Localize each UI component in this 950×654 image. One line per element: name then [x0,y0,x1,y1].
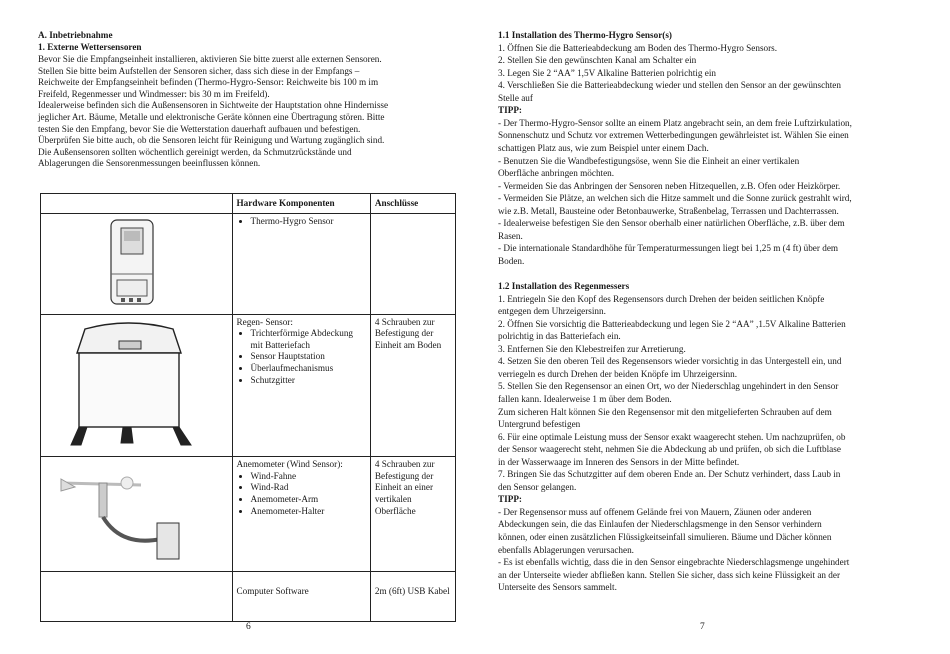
text-line: 1. Öffnen Sie die Batterieabdeckung am Boden des Thermo-Hygro Sensors. [498,42,778,53]
text-line: 4. Verschließen Sie die Batterieabdeckung wieder und stellen den Sensor an der gewünschten [498,80,841,91]
component-item: • Überlaufmechanismus [251,363,366,375]
section-heading-a: A. Inbetriebnahme [38,30,113,40]
text-line: - Der Regensensor muss auf offenem Gelände frei von Mauern, Zäunen oder anderen [498,506,812,517]
component-item: • Thermo-Hygro Sensor [251,216,366,228]
paragraph-line: Ablagerungen die Sensorenmessungen beeinflussen können. [38,158,261,169]
text-line: 2. Öffnen Sie vorsichtig die Batterieabdeckung und legen Sie 2 “AA” ,1.5V Alkaline Batterien [498,318,846,329]
text-line: verriegeln es durch Drehen der beiden Knöpfe im Uhrzeigersinn. [498,368,738,379]
software-title: Computer Software [232,571,370,621]
text-line: entgegen dem Uhrzeigersinn. [498,306,606,317]
rain-sensor-components [232,314,370,457]
text-line: fallen kann. Idealerweise 1 m über dem Boden. [498,393,672,404]
thermo-sensor-connections [370,214,455,315]
table-row [41,571,456,621]
text-line: wie z.B. Metall, Bausteine oder Betonbauwerke, Straßenbelag, Terrassen und Dachterrassen. [498,205,839,216]
text-line: 3. Entfernen Sie den Klebestreifen zur Arretierung. [498,343,686,354]
table-header-row [41,194,456,214]
text-line: - Die internationale Standardhöhe für Temperaturmessungen liegt bei 1,25 m (4 ft) über dem [498,243,839,254]
anemometer-title: Anemometer (Wind Sensor): [236,459,343,470]
table-row [41,214,456,315]
text-line: 2. Stellen Sie den gewünschten Kanal am Schalter ein [498,55,697,66]
right-page [476,0,950,654]
text-line: Abdeckungen sein, die das Einlaufen der Niederschlagsmenge in den Sensor verhindern [498,519,822,530]
section-heading: 1.1 Installation des Thermo-Hygro Sensor(s) [498,30,672,40]
text-line: - Benutzen Sie die Wandbefestigungsöse, wenn Sie die Einheit an einer vertikalen [498,155,800,166]
paragraph-line: jeglicher Art. Bäume, Metalle und elektronische Geräte können eine Übertragung stören. Bitte [38,112,385,122]
anemometer-connections: 4 Schrauben zur Befestigung der Einheit an einer vertikalen Oberfläche [370,457,455,572]
text-line: den Sensor gelangen. [498,481,577,492]
text-line: Boden. [498,255,525,266]
table-header-connections: Anschlüsse [370,194,455,214]
component-item: • Wind-Rad [251,482,366,494]
text-line: - Vermeiden Sie das Anbringen der Sensoren neben Hitzequellen, z.B. Ofen oder Heizkörper. [498,180,841,191]
paragraph-line: Die Außensensoren sollten wöchentlich gereinigt werden, da Schmutzrückstände und [38,146,352,157]
text-line: 1. Entriegeln Sie den Kopf des Regensensors durch Drehen der beiden seitlichen Knöpfe [498,293,825,304]
thermo-hygro-sensor-image [41,214,221,310]
section-heading-1: 1. Externe Wettersensoren [38,42,142,52]
text-line: Rasen. [498,230,523,241]
text-line: Zum sicheren Halt können Sie den Regensensor mit den mitgelieferten Schrauben auf dem [498,406,832,417]
paragraph-line: Stellen Sie bitte beim Aufstellen der Sensoren sicher, dass sich diese in der Empfangs – [38,65,360,76]
paragraph-line: Idealerweise befinden sich die Außensensoren in Sichtweite der Hauptstation ohne Hindernisse [38,100,389,111]
text-line: an der Unterseite wieder abfließen kann. Stellen Sie sicher, dass sich keine Flüssigkeit an der [498,569,841,580]
component-item: • Sensor Hauptstation [251,351,366,363]
text-line: - Idealerweise befestigen Sie den Sensor oberhalb einer natürlichen Oberfläche, z.B. über dem [498,218,845,229]
component-item: • Schutzgitter [251,375,366,387]
section-heading: TIPP: [498,105,522,116]
paragraph-line: Reichweite der Empfangseinheit befinden (Thermo-Hygro-Sensor: Reichweite bis 100 m im [38,77,379,88]
paragraph-line: Bevor Sie die Empfangseinheit installieren, aktivieren Sie bitte zuerst alle externen Sensoren. [38,54,382,64]
text-line: - Es ist ebenfalls wichtig, dass die in den Sensor eingebrachte Niederschlagsmenge ungehindert [498,557,850,568]
thermo-sensor-components [232,214,370,315]
text-line: Unterseite des Sensors sammelt. [498,582,617,593]
anemometer-image [41,457,221,567]
rain-sensor-title: Regen- Sensor: [236,316,293,327]
hardware-table [40,193,456,622]
text-line: ebenfalls Ablagerungen verursachen. [498,544,634,555]
rain-sensor-image [41,315,221,453]
page-number-right: 7 [700,622,705,632]
text-line: - Vermeiden Sie Plätze, an welchen sich die Hitze sammelt und die Sonne zurück gestrahlt wird, [498,193,852,204]
paragraph-line: Überprüfen Sie bitte auch, ob die Sensoren leicht für Reinigung und Wartung zugänglich sind. [38,135,385,146]
text-line: in der Wasserwaage im Inneren des Sensors in der Mitte befindet. [498,456,740,467]
text-line: - Der Thermo-Hygro-Sensor sollte an einem Platz angebracht sein, an dem freie Luftzirkulation, [498,117,852,128]
paragraph-line: testen Sie den Empfang, bevor Sie die Wetterstation dauerhaft aufbauen und befestigen. [38,123,361,134]
text-line: Untergrund befestigen [498,419,581,430]
component-item: • Trichterförmige Abdeckung mit Batteriefach [251,328,366,351]
text-line: 4. Setzen Sie den oberen Teil des Regensensors wieder vorsichtig in das Untergestell ein, und [498,356,842,367]
table-header-image [41,194,233,214]
text-line: der Sensor waagerecht steht, nehmen Sie die Abdeckung ab und prüfen, ob sich die Luftblase [498,444,841,455]
section-heading: 1.2 Installation des Regenmessers [498,281,630,291]
text-line: Stelle auf [498,92,533,103]
text-line: polrichtig in das Batteriefach ein. [498,331,621,342]
software-image-cell [41,571,233,621]
anemometer-components [232,457,370,572]
usb-cable-connection: 2m (6ft) USB Kabel [370,571,455,621]
text-line: 7. Bringen Sie das Schutzgitter auf dem oberen Ende an. Der Schutz verhindert, dass Laub in [498,469,841,480]
table-header-components: Hardware Komponenten [232,194,370,214]
component-item: • Anemometer-Halter [251,506,366,518]
text-line: 5. Stellen Sie den Regensensor an einen Ort, wo der Niederschlag ungehindert in den Sensor [498,381,839,392]
page-number-left: 6 [246,622,251,632]
table-row [41,314,456,457]
component-item: • Anemometer-Arm [251,494,366,506]
text-line: Sonnenschutz und Schutz vor extremen Wetterbedingungen gewährleistet ist. Wählen Sie einen [498,130,849,141]
rain-sensor-connections: 4 Schrauben zur Befestigung der Einheit am Boden [370,314,455,457]
anemometer-image-cell [41,457,233,572]
paragraph-line: Freifeld, Regenmesser und Windmesser: bis 30 m im Freifeld). [38,88,270,99]
thermo-sensor-image-cell [41,214,233,315]
table-row [41,457,456,572]
text-line: 6. Für eine optimale Leistung muss der Sensor exakt waagerecht stehen. Um nachzuprüfen, ob [498,431,846,442]
text-line: Oberfläche anbringen möchten. [498,168,615,179]
component-item: • Wind-Fahne [251,471,366,483]
text-line: können, oder einen zusätzlichen Flüssigkeitseinfall simulieren. Bäume und Dächer können [498,532,832,542]
section-heading: TIPP: [498,494,522,505]
rain-sensor-image-cell [41,314,233,457]
text-line: schattigen Platz aus, wie zum Beispiel unter einem Dach. [498,142,709,153]
text-line: 3. Legen Sie 2 “AA” 1,5V Alkaline Batterien polrichtig ein [498,67,716,78]
